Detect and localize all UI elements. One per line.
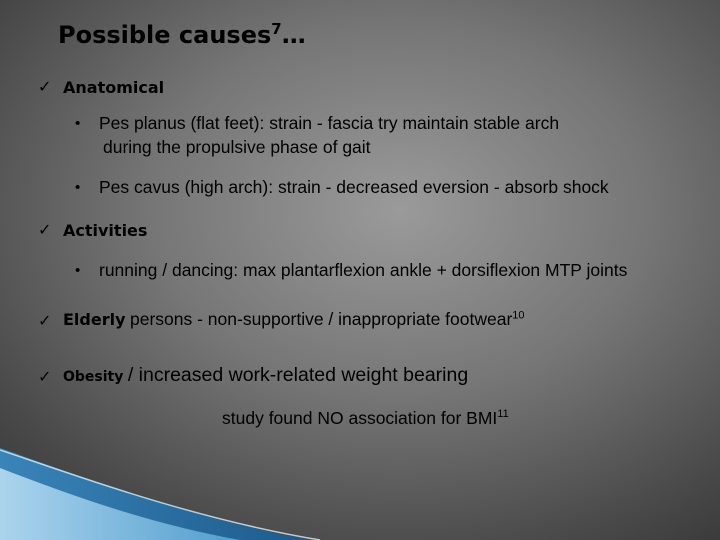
activities-heading: Activities bbox=[63, 221, 148, 240]
bullet-icon: • bbox=[75, 115, 81, 132]
slide-title: Possible causes$^7$… bbox=[58, 20, 306, 49]
elderly-heading: Elderly bbox=[63, 310, 126, 329]
check-icon: ✓ bbox=[38, 77, 52, 96]
pes-cavus-text: Pes cavus (high arch): strain - decreased eversion - absorb shock bbox=[99, 177, 609, 197]
bullet-icon: • bbox=[75, 262, 81, 279]
obesity-note: study found NO association for BMI$^{11}$ bbox=[222, 408, 509, 428]
title-reference: 7 bbox=[271, 20, 282, 38]
elderly-line bbox=[63, 309, 525, 330]
obesity-text: / increased work-related weight bearing bbox=[127, 364, 469, 386]
activities-text: running / dancing: max plantarflexion ankle + dorsiflexion MTP joints bbox=[99, 260, 628, 280]
anatomical-heading: Anatomical bbox=[63, 78, 165, 97]
obesity-line bbox=[63, 364, 468, 387]
decorative-swoosh bbox=[0, 420, 720, 540]
pes-planus-line1: Pes planus (flat feet): strain - fascia try maintain stable arch bbox=[99, 113, 560, 133]
obesity-note-reference: 11 bbox=[497, 408, 509, 421]
obesity-heading: Obesity bbox=[63, 369, 124, 385]
elderly-reference: 10 bbox=[512, 309, 525, 322]
check-icon: ✓ bbox=[38, 311, 52, 330]
elderly-text: persons - non-supportive / inappropriate footwear bbox=[129, 309, 513, 329]
check-icon: ✓ bbox=[38, 367, 52, 386]
pes-planus-line2: during the propulsive phase of gait bbox=[103, 137, 371, 157]
check-icon: ✓ bbox=[38, 220, 52, 239]
bullet-icon: • bbox=[75, 179, 81, 196]
